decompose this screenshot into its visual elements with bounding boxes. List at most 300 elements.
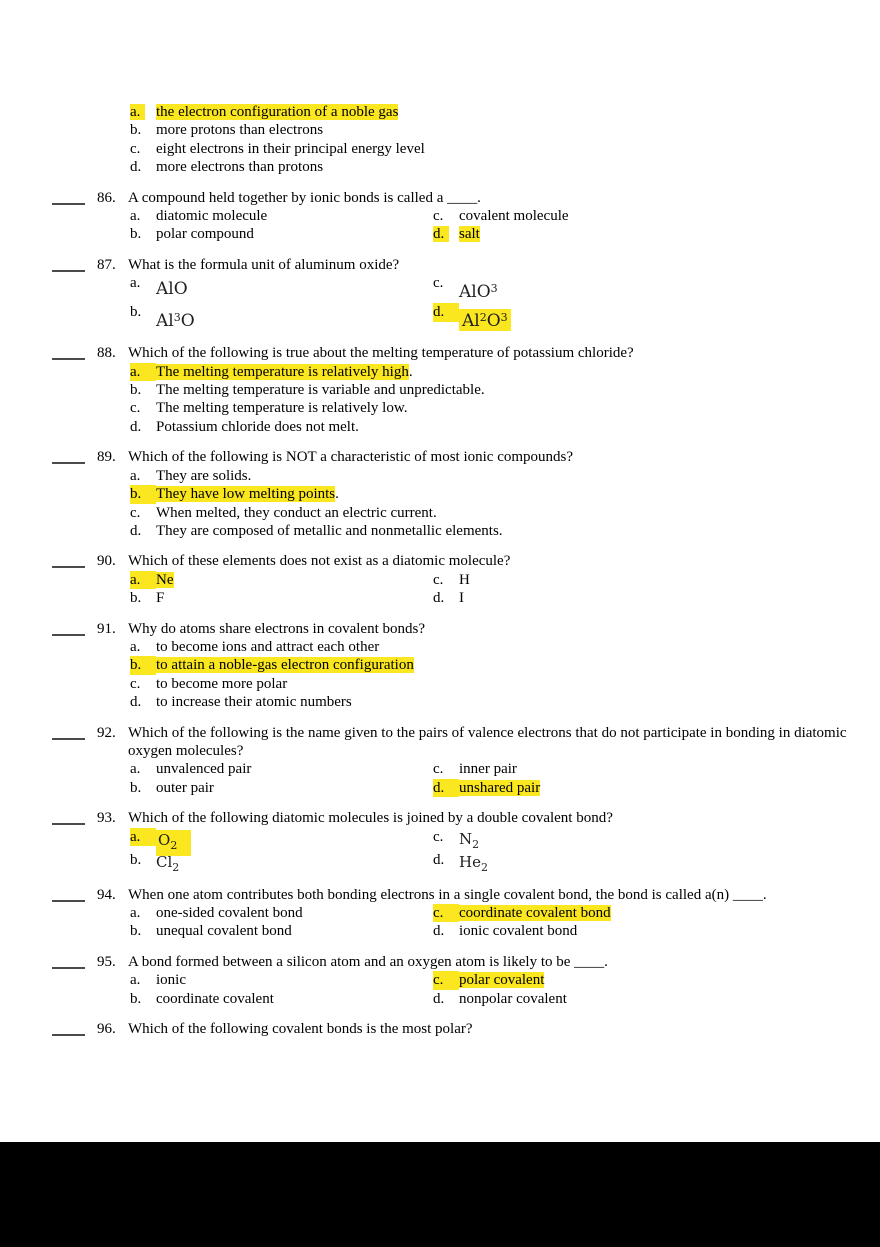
- option-row: [130, 779, 433, 797]
- option-row: [433, 851, 852, 874]
- option-letter: c.: [130, 400, 141, 417]
- question-number: 88.: [97, 345, 116, 362]
- option-letter: d.: [130, 159, 142, 176]
- option-letter: d.: [130, 418, 142, 435]
- question-number: 87.: [97, 256, 116, 273]
- option-text: the electron configuration of a noble gas: [156, 104, 399, 120]
- option-row: [433, 274, 852, 303]
- answer-blank: [52, 810, 85, 825]
- option-text-wrap: [459, 904, 611, 922]
- option-row: [130, 904, 433, 922]
- question-86: [52, 189, 852, 244]
- option-letter: a.: [130, 905, 141, 921]
- option-row: [433, 760, 852, 778]
- option-text: coordinate covalent: [156, 990, 274, 1007]
- question-96: [52, 1020, 852, 1038]
- option-letter: b.: [130, 590, 142, 607]
- formula-segment: 2: [480, 860, 488, 874]
- question-number: 95.: [97, 953, 116, 970]
- option-row: [433, 303, 852, 332]
- option-text-wrap: [459, 779, 540, 797]
- options: [130, 760, 852, 797]
- option-text-wrap: [156, 656, 414, 674]
- option-letter-cell: [130, 274, 156, 292]
- option-letter-cell: [433, 589, 459, 607]
- option-text: F: [156, 590, 165, 607]
- option-text: The melting temperature is relatively low.: [156, 400, 408, 417]
- formula-segment: 2: [479, 311, 487, 325]
- option-row: [130, 207, 433, 225]
- option-text-wrap: [156, 971, 186, 989]
- option-letter-cell: [130, 522, 156, 540]
- option-letter: a.: [130, 104, 145, 120]
- option-letter-cell: [130, 656, 156, 674]
- option-letter: a.: [130, 638, 141, 655]
- question-text: Which of the following covalent bonds is the most polar?: [128, 1021, 473, 1038]
- options: [130, 274, 852, 332]
- formula-segment: AlO: [156, 279, 188, 300]
- options: [130, 571, 852, 608]
- option-text: ionic: [156, 972, 186, 989]
- option-row: [130, 418, 852, 436]
- option-letter-cell: [130, 504, 156, 522]
- option-row: [130, 971, 433, 989]
- question-text: A bond formed between a silicon atom and an oxygen atom is likely to be ____.: [128, 953, 608, 970]
- option-letter: d.: [433, 590, 445, 607]
- question-92: [52, 724, 852, 798]
- option-text: polar compound: [156, 226, 254, 243]
- option-row: [433, 971, 852, 989]
- option-letter-cell: [433, 922, 459, 940]
- option-row: [433, 828, 852, 851]
- option-letter-cell: [130, 121, 156, 139]
- option-text-wrap: [156, 485, 339, 503]
- option-formula: [459, 280, 498, 301]
- option-letter-cell: [433, 851, 459, 869]
- option-text-wrap: [156, 779, 214, 797]
- answer-blank: [52, 449, 85, 464]
- question-number: 94.: [97, 886, 116, 903]
- option-text-suffix: .: [408, 363, 413, 380]
- option-text-wrap: [156, 467, 251, 485]
- option-text-wrap: [156, 363, 413, 381]
- carryover-options: [52, 103, 852, 177]
- question-text: Which of the following is true about the melting temperature of potassium chloride?: [128, 345, 634, 362]
- option-letter: b.: [130, 779, 142, 796]
- question-text: Which of these elements does not exist as a diatomic molecule?: [128, 553, 511, 570]
- option-text: more electrons than protons: [156, 159, 324, 176]
- option-row: [433, 990, 852, 1008]
- option-letter-cell: [130, 693, 156, 711]
- option-letter-cell: [433, 274, 459, 292]
- option-letter-cell: [130, 971, 156, 989]
- option-text-wrap: [156, 121, 323, 139]
- formula-segment: 3: [500, 311, 508, 325]
- option-text: unequal covalent bond: [156, 923, 292, 940]
- formula-segment: AlO: [459, 282, 491, 303]
- option-letter-cell: [130, 904, 156, 922]
- question-91: [52, 620, 852, 712]
- option-formula: [156, 280, 188, 298]
- option-text: The melting temperature is relatively high: [156, 363, 409, 380]
- option-letter: b.: [130, 923, 142, 940]
- option-letter: c.: [433, 208, 444, 225]
- option-text-wrap: [156, 922, 292, 940]
- option-text: covalent molecule: [459, 208, 569, 225]
- answer-blank: [52, 954, 85, 969]
- question-text: Which of the following diatomic molecules is joined by a double covalent bond?: [128, 810, 613, 827]
- option-row: [130, 103, 852, 121]
- option-text: They are solids.: [156, 467, 252, 484]
- option-row: [130, 485, 852, 503]
- option-letter: a.: [130, 363, 141, 380]
- answer-blank: [52, 190, 85, 205]
- option-letter-cell: [433, 990, 459, 1008]
- question-number: 90.: [97, 553, 116, 570]
- bottom-black-bar: [0, 1142, 880, 1247]
- option-row: [130, 303, 433, 332]
- option-letter: b.: [130, 304, 142, 321]
- formula-segment: 3: [490, 282, 498, 296]
- option-text-wrap: [156, 399, 407, 417]
- option-text: When melted, they conduct an electric current.: [156, 504, 437, 521]
- options: [130, 363, 852, 437]
- option-text: H: [459, 571, 470, 588]
- option-text: eight electrons in their principal energy level: [156, 140, 425, 157]
- option-letter-cell: [130, 589, 156, 607]
- option-formula: [459, 830, 479, 854]
- option-text-wrap: [156, 381, 485, 399]
- option-text-wrap: [156, 589, 164, 607]
- option-formula: [156, 309, 195, 330]
- option-text-wrap: [156, 638, 379, 656]
- option-letter-cell: [130, 140, 156, 158]
- options: [130, 638, 852, 712]
- option-letter-cell: [130, 990, 156, 1008]
- answer-blank: [52, 553, 85, 568]
- question-88: [52, 344, 852, 436]
- option-row: [130, 693, 852, 711]
- option-text: polar covalent: [459, 972, 545, 989]
- question-text: Which of the following is NOT a characteristic of most ionic compounds?: [128, 449, 574, 466]
- option-letter-cell: [433, 225, 459, 243]
- question-number: 92.: [97, 724, 116, 741]
- option-row: [130, 760, 433, 778]
- option-row: [130, 851, 433, 874]
- option-letter: a.: [130, 208, 141, 225]
- question-number: 93.: [97, 810, 116, 827]
- option-text-wrap: [459, 971, 544, 989]
- option-letter: a.: [130, 972, 141, 989]
- option-row: [130, 504, 852, 522]
- formula-segment: O: [486, 311, 501, 332]
- option-letter: d.: [433, 226, 449, 242]
- formula-segment: 2: [170, 838, 178, 852]
- option-text: unshared pair: [459, 779, 541, 796]
- option-letter: a.: [130, 761, 141, 778]
- option-text-wrap: [156, 571, 174, 589]
- question-text: What is the formula unit of aluminum oxide?: [128, 256, 400, 273]
- option-letter-cell: [433, 760, 459, 778]
- option-letter: a.: [130, 828, 141, 845]
- option-formula: [459, 853, 488, 877]
- options: [130, 971, 852, 1008]
- formula-segment: N: [459, 829, 473, 848]
- option-letter: c.: [433, 761, 444, 778]
- option-letter-cell: [130, 225, 156, 243]
- option-letter: c.: [433, 905, 444, 921]
- question-text: Why do atoms share electrons in covalent bonds?: [128, 620, 425, 637]
- question-line: [52, 448, 852, 466]
- option-letter-cell: [130, 675, 156, 693]
- option-text: to become more polar: [156, 675, 288, 692]
- option-text: I: [459, 590, 464, 607]
- option-row: [130, 225, 433, 243]
- option-formula: [156, 853, 179, 877]
- option-row: [130, 381, 852, 399]
- option-text-wrap: [156, 675, 287, 693]
- option-letter-cell: [130, 158, 156, 176]
- option-letter-cell: [130, 303, 156, 321]
- option-letter: d.: [433, 990, 445, 1007]
- option-text-wrap: [156, 904, 303, 922]
- option-text: to increase their atomic numbers: [156, 694, 352, 711]
- option-text-wrap: [156, 140, 425, 158]
- question-text: Which of the following is the name given to the pairs of valence electrons that do not participate in bonding in diatomic oxygen molecules?: [128, 724, 847, 759]
- option-row: [130, 399, 852, 417]
- option-row: [433, 589, 852, 607]
- option-row: [130, 990, 433, 1008]
- option-text-wrap: [459, 589, 464, 607]
- question-line: [52, 1020, 852, 1038]
- option-letter: b.: [130, 122, 142, 139]
- options: [130, 207, 852, 244]
- option-letter-cell: [130, 103, 156, 121]
- question-line: [52, 953, 852, 971]
- option-text: The melting temperature is variable and unpredictable.: [156, 382, 485, 399]
- option-letter: c.: [433, 828, 444, 845]
- formula-segment: Cl: [156, 852, 173, 871]
- option-letter-cell: [130, 381, 156, 399]
- formula-segment: Al: [462, 311, 480, 332]
- option-letter-cell: [130, 828, 156, 846]
- option-letter: d.: [130, 694, 142, 711]
- option-letter: d.: [433, 304, 445, 321]
- option-letter: a.: [130, 571, 141, 588]
- question-87: [52, 256, 852, 332]
- option-formula: [459, 309, 511, 330]
- option-letter-cell: [130, 207, 156, 225]
- option-text: salt: [459, 226, 480, 243]
- option-text-wrap: [156, 990, 274, 1008]
- option-text-wrap: [156, 207, 267, 225]
- formula-segment: 2: [472, 837, 480, 851]
- option-text-wrap: [459, 990, 567, 1008]
- option-text: outer pair: [156, 779, 214, 796]
- option-row: [130, 828, 433, 851]
- formula-segment: O: [158, 830, 171, 849]
- option-row: [130, 121, 852, 139]
- options: [130, 103, 852, 177]
- option-letter-cell: [130, 467, 156, 485]
- option-letter-cell: [433, 779, 459, 797]
- question-94: [52, 886, 852, 941]
- formula-segment: 2: [172, 860, 180, 874]
- option-text: to attain a noble-gas electron configuration: [156, 657, 414, 674]
- option-text-suffix: .: [335, 486, 339, 503]
- option-letter: b.: [130, 382, 142, 399]
- option-letter: b.: [130, 226, 142, 243]
- option-text: more protons than electrons: [156, 122, 324, 139]
- option-letter: b.: [130, 851, 142, 868]
- option-text-wrap: [459, 571, 470, 589]
- option-letter-cell: [433, 904, 459, 922]
- option-letter: b.: [130, 990, 142, 1007]
- option-row: [130, 522, 852, 540]
- option-letter: a.: [130, 275, 141, 292]
- option-row: [433, 571, 852, 589]
- option-letter-cell: [130, 485, 156, 503]
- option-row: [130, 363, 852, 381]
- option-row: [130, 158, 852, 176]
- option-letter-cell: [130, 399, 156, 417]
- option-letter: c.: [433, 275, 444, 292]
- option-letter-cell: [130, 779, 156, 797]
- option-row: [130, 467, 852, 485]
- option-text-wrap: [156, 693, 352, 711]
- option-row: [130, 571, 433, 589]
- option-row: [130, 589, 433, 607]
- option-row: [130, 274, 433, 303]
- question-95: [52, 953, 852, 1008]
- answer-blank: [52, 345, 85, 360]
- option-letter-cell: [433, 828, 459, 846]
- option-letter-cell: [433, 207, 459, 225]
- option-row: [433, 779, 852, 797]
- option-text: nonpolar covalent: [459, 990, 567, 1007]
- option-text: ionic covalent bond: [459, 923, 578, 940]
- question-line: [52, 886, 852, 904]
- option-text: Potassium chloride does not melt.: [156, 418, 359, 435]
- option-row: [130, 638, 852, 656]
- option-row: [130, 922, 433, 940]
- option-text: inner pair: [459, 761, 517, 778]
- option-letter: c.: [433, 571, 444, 588]
- option-text-wrap: [156, 103, 398, 121]
- option-letter-cell: [130, 922, 156, 940]
- option-letter-cell: [130, 363, 156, 381]
- question-line: [52, 809, 852, 827]
- question-90: [52, 552, 852, 607]
- question-number: 89.: [97, 449, 116, 466]
- question-line: [52, 256, 852, 274]
- question-line: [52, 724, 852, 761]
- option-letter: a.: [130, 467, 141, 484]
- option-letter-cell: [433, 571, 459, 589]
- answer-blank: [52, 257, 85, 272]
- option-row: [130, 140, 852, 158]
- option-letter: b.: [130, 486, 142, 503]
- question-text: A compound held together by ionic bonds is called a ____.: [128, 189, 481, 206]
- option-text-wrap: [156, 522, 503, 540]
- option-row: [433, 922, 852, 940]
- options: [130, 828, 852, 874]
- option-text: They have low melting points: [156, 486, 336, 503]
- option-text: diatomic molecule: [156, 208, 268, 225]
- option-text: They are composed of metallic and nonmetallic elements.: [156, 522, 503, 539]
- option-letter: c.: [433, 972, 444, 989]
- formula-segment: O: [180, 311, 195, 332]
- question-text: When one atom contributes both bonding electrons in a single covalent bond, the bond is called a(n) ____.: [128, 886, 767, 903]
- answer-blank: [52, 887, 85, 902]
- option-letter-cell: [130, 638, 156, 656]
- option-letter-cell: [433, 303, 459, 321]
- question-number: 91.: [97, 620, 116, 637]
- option-row: [433, 207, 852, 225]
- option-letter-cell: [130, 760, 156, 778]
- option-letter: d.: [433, 779, 445, 796]
- option-text-wrap: [459, 760, 517, 778]
- option-row: [130, 675, 852, 693]
- option-letter: d.: [130, 522, 142, 539]
- question-line: [52, 552, 852, 570]
- question-line: [52, 620, 852, 638]
- option-text-wrap: [156, 760, 251, 778]
- options: [130, 904, 852, 941]
- option-letter-cell: [130, 418, 156, 436]
- question-line: [52, 344, 852, 362]
- answer-blank: [52, 621, 85, 636]
- formula-segment: Al: [156, 311, 174, 332]
- option-letter-cell: [433, 971, 459, 989]
- question-line: [52, 189, 852, 207]
- option-letter: c.: [130, 675, 141, 692]
- answer-blank: [52, 1021, 85, 1036]
- question-93: [52, 809, 852, 873]
- document-body: [52, 103, 852, 1038]
- options: [130, 467, 852, 541]
- question-number: 96.: [97, 1021, 116, 1038]
- option-letter-cell: [130, 571, 156, 589]
- formula-segment: 3: [173, 311, 181, 325]
- option-row: [130, 656, 852, 674]
- option-text-wrap: [459, 207, 569, 225]
- question-number: 86.: [97, 189, 116, 206]
- option-text-wrap: [156, 158, 323, 176]
- option-text-wrap: [459, 922, 577, 940]
- option-letter-cell: [130, 851, 156, 869]
- option-letter: b.: [130, 657, 142, 674]
- option-text-wrap: [156, 418, 359, 436]
- formula-segment: He: [459, 852, 481, 871]
- option-text-wrap: [156, 504, 437, 522]
- option-text-wrap: [459, 225, 480, 243]
- option-text: Ne: [156, 571, 174, 588]
- option-row: [433, 225, 852, 243]
- option-text: to become ions and attract each other: [156, 638, 380, 655]
- option-row: [433, 904, 852, 922]
- option-text-wrap: [156, 225, 254, 243]
- option-letter: d.: [433, 851, 445, 868]
- option-text: one-sided covalent bond: [156, 905, 303, 921]
- option-letter: d.: [433, 923, 445, 940]
- option-text: coordinate covalent bond: [459, 905, 611, 921]
- answer-blank: [52, 725, 85, 740]
- option-letter: c.: [130, 140, 141, 157]
- option-text: unvalenced pair: [156, 761, 252, 778]
- option-letter: c.: [130, 504, 141, 521]
- question-89: [52, 448, 852, 540]
